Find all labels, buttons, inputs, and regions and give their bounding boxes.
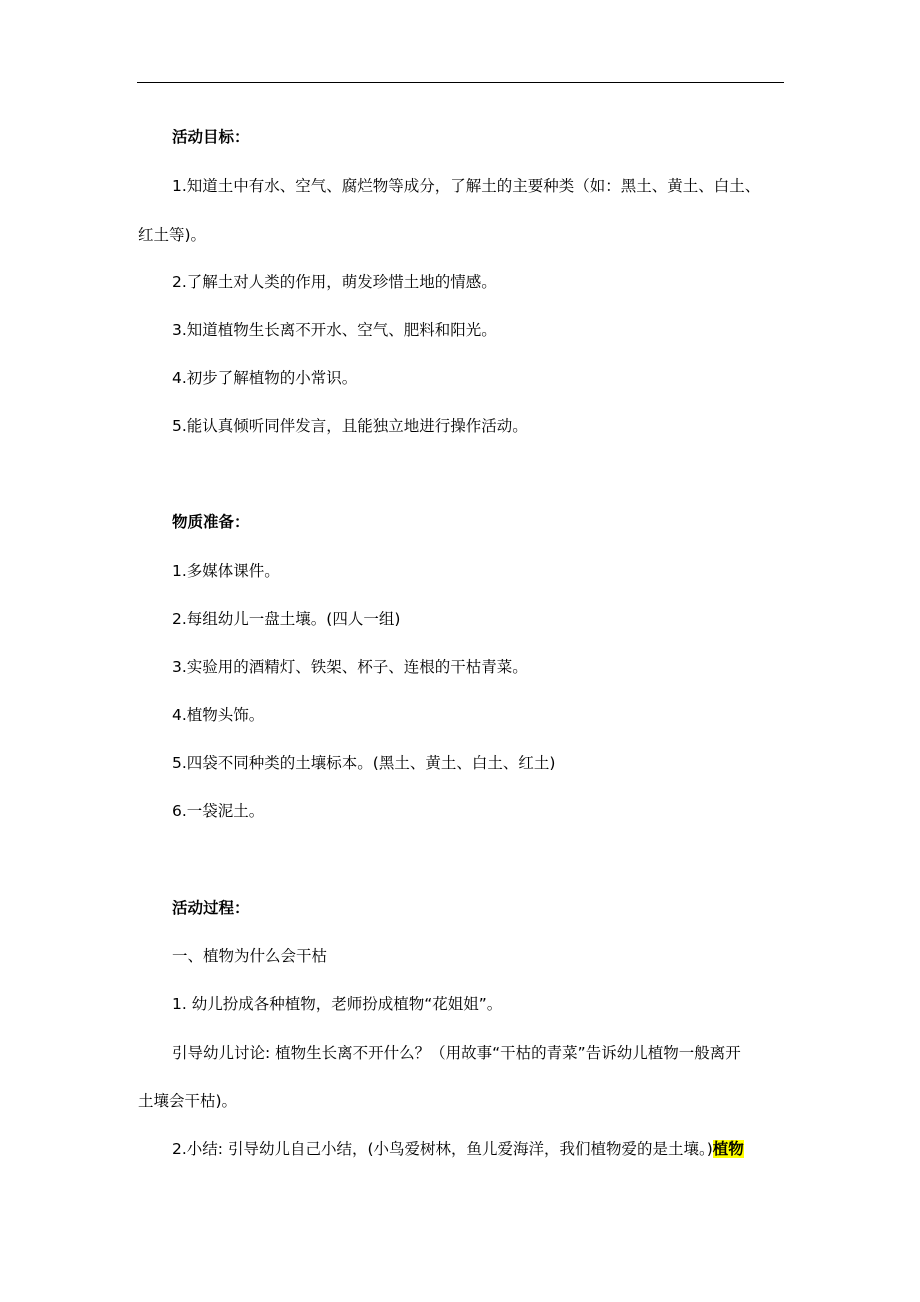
materials-item-3: 3.实验用的酒精灯、铁架、杯子、连根的干枯青菜。 xyxy=(172,658,528,676)
header-rule xyxy=(137,82,784,83)
process-step-2-highlight: 植物 xyxy=(712,1140,744,1158)
materials-item-6: 6.一袋泥土。 xyxy=(172,802,265,820)
materials-item-2: 2.每组幼儿一盘土壤。(四人一组) xyxy=(172,610,401,628)
process-section-1-title: 一、植物为什么会干枯 xyxy=(172,947,328,965)
materials-item-1: 1.多媒体课件。 xyxy=(172,562,280,580)
goals-heading: 活动目标： xyxy=(172,128,250,146)
goals-item-5: 5.能认真倾听同伴发言，且能独立地进行操作活动。 xyxy=(172,417,528,435)
goals-item-1-line-2: 红土等)。 xyxy=(138,226,207,244)
process-step-2-text: 2.小结: 引导幼儿自己小结，(小鸟爱树林，鱼儿爱海洋，我们植物爱的是土壤。) xyxy=(172,1140,713,1158)
materials-item-4: 4.植物头饰。 xyxy=(172,706,265,724)
process-step-2 xyxy=(172,1137,744,1161)
goals-item-3: 3.知道植物生长离不开水、空气、肥料和阳光。 xyxy=(172,321,497,339)
process-heading: 活动过程： xyxy=(172,899,250,917)
process-guide-line-1: 引导幼儿讨论: 植物生长离不开什么？（用故事“干枯的青菜”告诉幼儿植物一般离开 xyxy=(172,1044,741,1062)
process-guide-line-2: 土壤会干枯)。 xyxy=(138,1092,238,1110)
goals-item-2: 2.了解土对人类的作用，萌发珍惜土地的情感。 xyxy=(172,273,497,291)
materials-item-5: 5.四袋不同种类的土壤标本。(黑土、黄土、白土、红土) xyxy=(172,754,556,772)
materials-heading: 物质准备： xyxy=(172,513,250,531)
goals-item-4: 4.初步了解植物的小常识。 xyxy=(172,369,358,387)
goals-item-1-line-1: 1.知道土中有水、空气、腐烂物等成分，了解土的主要种类（如：黑土、黄土、白土、 xyxy=(172,177,761,195)
process-step-1: 1. 幼儿扮成各种植物，老师扮成植物“花姐姐”。 xyxy=(172,995,503,1013)
